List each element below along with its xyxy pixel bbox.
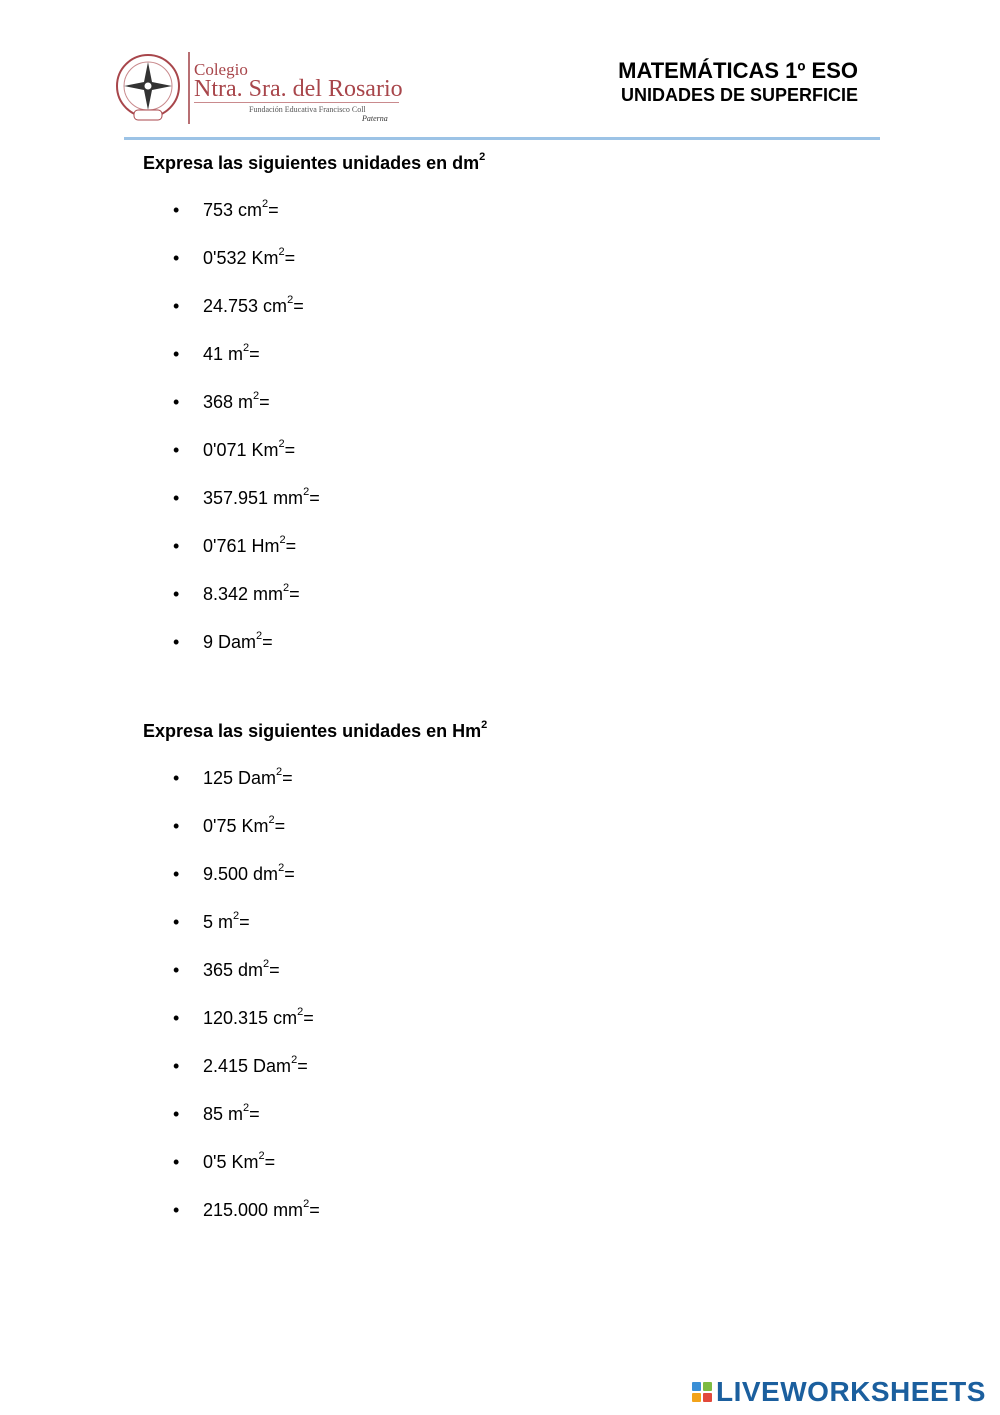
liveworksheets-brand [692,1375,986,1409]
list-item: • 357.951 $mm^2=$ [143,487,485,535]
liveworksheets-wordmark: LIVEWORKSHEETS [716,1376,986,1407]
list-item: • 41 $m^2=$ [143,343,485,391]
logo-underline [194,102,399,103]
school-logo [112,48,412,128]
section-title: Expresa las siguientes unidades en Hm$^2$ [143,719,488,741]
logo-divider [188,52,190,124]
logo-school-name: Ntra. Sra. del Rosario [194,76,403,102]
list-item: • 368 $m^2=$ [143,391,485,439]
logo-city: Paterna [362,114,388,123]
list-item: • 0'071 $Km^2=$ [143,439,485,487]
list-item: • 215.000 $mm^2=$ [143,1199,487,1247]
list-item: • 125 Dam$^2$= [143,767,487,815]
section-dm2 [143,151,485,679]
document-title: MATEMÁTICAS 1º ESO [618,58,858,83]
list-item: • 8.342 $mm^2=$ [143,583,485,631]
exercise-list [143,199,485,679]
list-item: • 120.315 $cm^2=$ [143,1007,487,1055]
list-item: • 0'532 $Km^2=$ [143,247,485,295]
list-item: • 0'761 $Hm^2=$ [143,535,485,583]
logo-colegio: Colegio [194,60,248,79]
section-title: Expresa las siguientes unidades en $dm^2$ [143,151,486,173]
logo-block-green [703,1382,712,1391]
section-hm2 [143,719,487,1247]
school-crest-icon [112,48,184,126]
logo-block-red [703,1393,712,1402]
list-item: • 365 $dm^2=$ [143,959,487,1007]
list-item: • 5 $m^2=$ [143,911,487,959]
list-item: • 9 Dam$^2$= [143,631,485,679]
liveworksheets-logo-icon [692,1382,712,1402]
document-subtitle: UNIDADES DE SUPERFICIE [620,85,858,105]
document-header [618,58,858,106]
list-item: • 0'75 $Km^2=$ [143,815,487,863]
list-item: • 9.500 $dm^2=$ [143,863,487,911]
logo-block-blue [692,1382,701,1391]
list-item: • 85 $m^2=$ [143,1103,487,1151]
exercise-list [143,767,487,1247]
header-rule [124,137,880,140]
list-item: • 753 $cm^2=$ [143,199,485,247]
logo-block-orange [692,1393,701,1402]
list-item: • 2.415 Dam$^2$= [143,1055,487,1103]
logo-foundation: Fundación Educativa Francisco Coll [249,105,366,114]
list-item: • 0'5 $Km^2=$ [143,1151,487,1199]
list-item: • 24.753 $cm^2=$ [143,295,485,343]
